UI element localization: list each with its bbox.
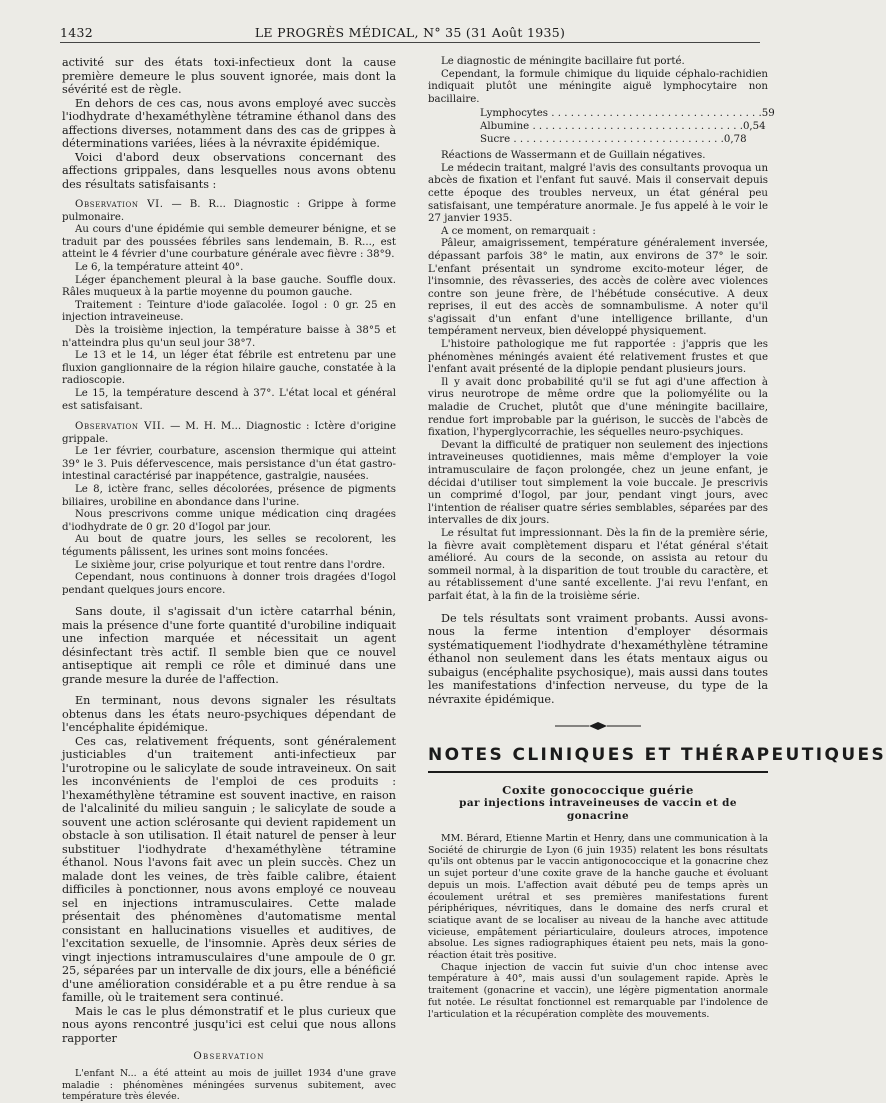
running-header [60,22,760,43]
article-title: Coxite gonococcique guérie [502,783,694,798]
paragraph: Léger épanchement pleural à la base gauche. Souffle doux. Râles muqueux à la partie moyenne du poumon gauche. [62,274,396,299]
paragraph: Nous prescrivons comme unique médication cinq dragées d'iodhydrate de 0 gr. 20 d'Iogol par jour. [62,509,396,533]
observation-label: Observation VII. [75,421,166,433]
article-subtitle: par injections intraveineuses de vaccin et de gonacrine [459,797,737,823]
paragraph: Voici d'abord deux observations concernant des affections grippales, dans lesquelles nous avons obtenu des résultats satisfaisants : [62,150,396,191]
observation-7-heading [62,421,396,446]
paragraph: Le médecin traitant, malgré l'avis des consultants provoqua un abcès de fixation et l'enfant fut sauvé. Mais il conservait depuis cette époque des troubles nerveux, un état général peu satisfaisant, une température anormale. Je fus appelé à le voir le 27 janvier 1935. [428,162,768,225]
paragraph: Le 8, ictère franc, selles décolorées, présence de pigments biliaires, urobiline en abondance dans l'urine. [62,484,396,508]
observation-6-heading [62,199,396,224]
paragraph: Le résultat fut impressionnant. Dès la fin de la première série, la fièvre avait complètement disparu et l'état général s'était amélioré. Au cours de la seconde, on assista au retour du sommeil normal, à la disparition de tout trouble du caractère, et au rétablissement d'une santé excellente. J'ai revu l'enfant, en parfait état, à la fin de la troisième série. [428,527,768,602]
paragraph: Le 6, la température atteint 40°. [75,261,244,273]
paragraph: Le diagnostic de méningite bacillaire fut porté. [441,56,685,67]
paragraph: Réactions de Wassermann et de Guillain négatives. [441,150,706,162]
paragraph: Mais le cas le plus démonstratif et le plus curieux que nous ayons rencontré jusqu'ici est celui que nous allons rapporter [62,1004,396,1045]
paragraph: En terminant, nous devons signaler les résultats obtenus dans les états neuro-psychiques dépendant de l'encéphalite épidémique. [62,694,396,735]
paragraph: Cependant, la formule chimique du liquide céphalo-rachidien indiquait plutôt une méningite aiguë lymphocytaire non bacillaire. [428,68,768,105]
paragraph: Le 1er février, courbature, ascension thermique qui atteint 39° le 3. Puis défervescence, mais persistance d'un état gastro-intestinal caractérisé par inappétence, gastralgie, nausées. [62,446,396,483]
table-row [480,133,747,147]
section-rule [428,771,768,773]
right-column [428,56,886,1020]
observation-diagnosis: — M. H. M... Diagnostic : Ictère d'origine grippale. [62,421,396,445]
paragraph: Pâleur, amaigrissement, température généralement inversée, dépassant parfois 38° le matin, aux environs de 37° le soir. L'enfant présentait un syndrome excito-moteur léger, de l'insomnie, des rêvasseries, des accès de colère avec violences contre son jeune frère, de l'hébétude consécutive. A deux reprises, il eut des accès de somnambulisme. A noter qu'il s'agissait d'un enfant d'une intelligence brillante, d'un tempérament nerveux, bien développé physiquement. [428,238,768,338]
paragraph: Sans doute, il s'agissait d'un ictère catarrhal bénin, mais la présence d'une forte quantité d'urobiline indiquait une infection marquée et nécessitait un agent désinfectant très actif. Il semble bien que ce nouvel antiseptique ait rempli ce rôle et diminué dans une grande mesure la durée de l'affection. [62,605,396,686]
lab-name: Albumine . . . [480,121,743,134]
lab-value: 0,78 [723,133,747,145]
paragraph: L'enfant N... a été atteint au mois de juillet 1934 d'une grave maladie : phénomènes méningées survenus subitement, avec température très élevée. [62,1068,396,1103]
paragraph: Traitement : Teinture d'iode gaïacolée. Iogol : 0 gr. 25 en injection intraveineuse. [62,299,396,324]
paragraph: L'histoire pathologique me fut rapportée : j'appris que les phénomènes méningés avaient été relativement frustes et que l'enfant avait présenté de la diplopie pendant plusieurs jours. [428,339,768,376]
paragraph: De tels résultats sont vraiment probants. Aussi avons-nous la ferme intention d'employer désormais systématiquement l'iodhydrate d'hexaméthylène tétramine éthanol non seulement dans les états mentaux aigus ou subaigus (encéphalite psychosique), mais aussi dans toutes les manifestations d'infection nerveuse, du type de la névraxite épidémique. [428,611,768,706]
paragraph: Ces cas, relativement fréquents, sont généralement justiciables d'un traitement anti-infectieux par l'urotropine ou le salicylate de soude intraveineux. On sait les inconvénients de l'emploi de ces produits : l'hexaméthylène tétramine est souvent inactive, en raison de l'alcalinité du milieu sanguin ; le salicylate de soude a souvent une action sclérosante qui devient rapidement un obstacle à son utilisation. Il était naturel de penser à leur substituer l'iodhydrate d'hexaméthylène tétramine éthanol. Nous l'avons fait avec un plein succès. Chez un malade dont les veines, de très faible calibre, étaient difficiles à ponctionner, nous avons employé ce nouveau sel en injections intramusculaires. Cette malade présentait des phénomènes d'automatisme mental consistant en hallucinations visuelles et auditives, de l'excitation sexuelle, de l'insomnie. Après deux séries de vingt injections intramusculaires d'une ampoule de 0 gr. 25, séparées par un intervalle de dix jours, elle a bénéficié d'une amélioration considérable et a pu être rendue à sa famille, où le traitement sera continué. [62,734,396,1005]
observation-diagnosis: — B. R... Diagnostic : Grippe à forme pulmonaire. [62,199,396,223]
csf-results-table [480,108,775,146]
paragraph: MM. Bérard, Etienne Martin et Henry, dans une communication à la Société de chirurgie de Lyon (6 juin 1935) relatent les bons résultats qu'ils ont obtenus par le vaccin antigonococcique et la gonacrine chez un sujet porteur d'une coxite grave de la hanche gauche et évoluant depuis un mois. L'affection avait débuté peu de temps après un écoulement urétral et ses premières manifestations furent périphériques, névritiques, dans le domaine des nerfs crural et sciatique avant de se localiser au niveau de la hanche avec attitude vicieuse, empâtement périarticulaire, douleurs atroces, impotence absolue. Les signes radiographiques étaient peu nets, mais la gono-réaction était très positive. [428,833,768,962]
lab-name: Lymphocytes . . . [480,108,762,121]
paragraph: A ce moment, on remarquait : [441,225,596,237]
page-number: 1432 [60,25,94,40]
table-row [480,120,766,134]
paragraph: Le 13 et le 14, un léger état fébrile est entretenu par une fluxion ganglionnaire de la région hilaire gauche, constatée à la radioscopie. [62,350,396,387]
ornament-divider-icon [428,716,768,735]
paragraph: En dehors de ces cas, nous avons employé avec succès l'iodhydrate d'hexaméthylène tétramine éthanol dans des affections diverses, notamment dans des cas de grippes à déterminations variées, liées à la névraxite épidémique. [62,96,396,150]
journal-title: LE PROGRÈS MÉDICAL, N° 35 (31 Août 1935) [254,25,566,40]
paragraph: Au bout de quatre jours, les selles se recolorent, les téguments pâlissent, les urines sont moins foncées. [62,534,396,559]
paragraph: Il y avait donc probabilité qu'il se fut agi d'une affection à virus neurotrope de même ordre que la poliomyélite ou la maladie de Cruchet, plutôt que d'une méningite bacillaire, rendue fort improbable par la guérison, le succès de l'abcès de fixation, l'hyperglycorrachie, les séquelles neuro-psychiques. [428,376,768,439]
paragraph: Chaque injection de vaccin fut suivie d'un choc intense avec température à 40°, mais aussi d'un soulagement rapide. Après le traitement (gonacrine et vaccin), une légère pigmentation anormale fut notée. Le résultat fonctionnel est remarquable par l'indolence de l'articulation et la récupération complète des mouvements. [428,961,768,1020]
observation-label: Observation VI. [75,199,164,210]
left-column [62,56,396,1103]
paragraph: activité sur des états toxi-infectieux dont la cause première demeure le plus souvent ignorée, mais dont la sévérité est de règle. [62,56,396,96]
lab-name: Sucre . . . [480,134,724,147]
paragraph: Devant la difficulté de pratiquer non seulement des injections intraveineuses quotidiennes, mais même d'employer la voie intramusculaire de façon prolongée, chez un jeune enfant, je décidai d'utiliser tout simplement la voie buccale. Je prescrivis un comprimé d'Iogol, par jour, pendant vingt jours, avec l'intention de réaliser quatre séries semblables, séparées par des intervalles de dix jours. [428,439,768,527]
paragraph: Au cours d'une épidémie qui semble demeurer bénigne, et se traduit par des poussées fébriles sans lendemain, B. R..., est atteint le 4 février d'une courbature générale avec fièvre : 38°9. [62,224,396,261]
section-title: NOTES CLINIQUES ET THÉRAPEUTIQUES [428,745,886,766]
paragraph: Le sixième jour, crise polyurique et tout rentre dans l'ordre. [75,559,386,571]
lab-value: 0,54 [742,120,766,132]
table-row [480,108,775,121]
observation-heading: Observation [193,1051,265,1063]
paragraph: Le 15, la température descend à 37°. L'état local et général est satisfaisant. [62,387,396,412]
paragraph: Cependant, nous continuons à donner trois dragées d'Iogol pendant quelques jours encore. [62,572,396,596]
lab-value: 59 [761,108,775,120]
paragraph: Dès la troisième injection, la température baisse à 38°5 et n'atteindra plus qu'un seul jour 38°7. [62,324,396,349]
